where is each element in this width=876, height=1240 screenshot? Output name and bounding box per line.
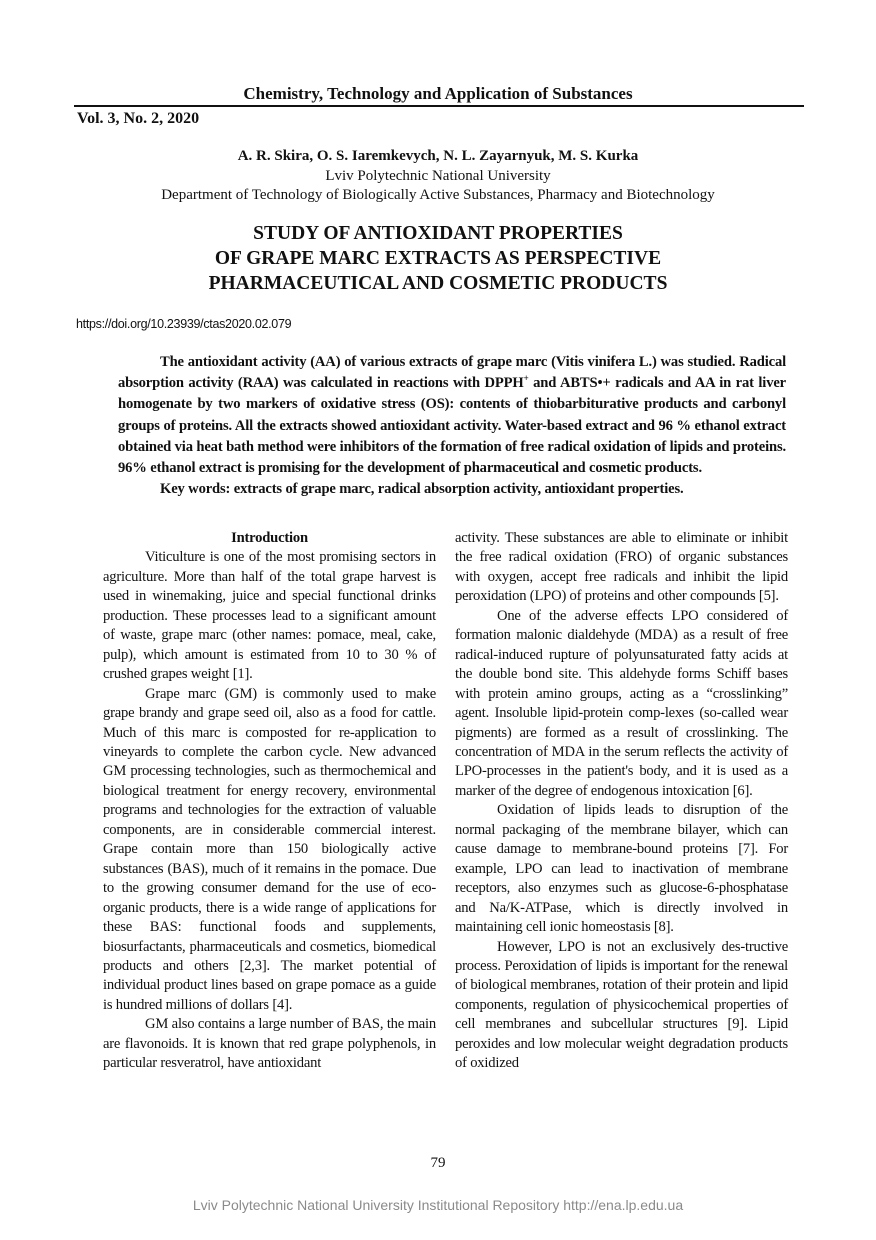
abstract-part: The antioxidant activity (AA) of various extracts of grape marc (Vitis vinifera L.) was studied. Radical absorption activity (RAA) was calculated in reactions with DPPH [118,354,786,392]
repository-footer: Lviv Polytechnic National University Institutional Repository http://ena.lp.edu.ua [192,1197,684,1213]
paragraph: However, LPO is not an exclusively des-tructive process. Peroxidation of lipids is important for the renewal of biological membranes, rotation of their protein and lipid components, regulation of physicochemical properties of cell membranes and subcellular structures [9]. Lipid peroxides and low molecular weight degradation products of oxidized [455,938,788,1072]
right-column [455,529,788,1074]
affiliation-department: Department of Technology of Biologically Active Substances, Pharmacy and Biotechnology [161,187,715,203]
authors: A. R. Skira, O. S. Iaremkevych, N. L. Zayarnyuk, M. S. Kurka [237,148,639,164]
abstract-text [118,352,786,479]
volume-info: Vol. 3, No. 2, 2020 [77,110,200,127]
abstract [118,352,786,500]
paragraph: Grape marc (GM) is commonly used to make grape brandy and grape seed oil, also as a food for cattle. Much of this marc is composted for re-application to vineyards to complete the carbon cycle. New advanced GM processing technologies, such as thermochemical and biological treatment for energy recovery, environmental programs and technologies for the extraction of valuable components, are in considerable commercial interest. Grape contain more than 150 biologically active substances (BAS), much of it remains in the pomace. Due to the growing consumer demand for the use of eco-organic products, there is a wide range of applications for these BAS: functional foods and supplements, biosurfactants, pharmaceuticals and cosmetics, biomedical products and others [2,3]. The market potential of individual product lines based on grape pomace as a guide is hundred millions of dollars [4]. [103,685,436,1013]
title-line: OF GRAPE MARC EXTRACTS AS PERSPECTIVE [214,248,662,269]
paragraph: One of the adverse effects LPO considered of formation malonic dialdehyde (MDA) as a result of free radical-induced rupture of polyunsaturated fatty acids at the double bond site. This aldehyde forms Schiff bases with protein amino groups, acting as a “crosslinking” agent. Insoluble lipid-protein comp-lexes (so-called wear pigments) are formed as a result of crosslinking. The concentration of MDA in the serum reflects the activity of LPO-processes in the patient's body, and it is used as a marker of the degree of endogenous intoxication [6]. [455,607,788,799]
abstract-part: and ABTS•+ radicals and AA in rat liver homogenate by two markers of oxidative stress (OS): contents of thiobarbiturative products and carbonyl groups of proteins. All the extracts showed antioxidant activity. Water-based extract and 96 % ethanol extract obtained via heat bath method were inhibitors of the formation of free radical oxidation of lipids and proteins. 96% ethanol extract is promising for the development of pharmaceutical and cosmetic products. [118,375,787,477]
title-line: PHARMACEUTICAL AND COSMETIC PRODUCTS [208,273,668,294]
title-line: STUDY OF ANTIOXIDANT PROPERTIES [253,223,623,244]
paragraph: GM also contains a large number of BAS, the main are flavonoids. It is known that red grape polyphenols, in particular resveratrol, have antioxidant [103,1016,436,1072]
journal-name: Chemistry, Technology and Application of Substances [243,84,633,103]
affiliation-university: Lviv Polytechnic National University [325,168,551,184]
paper-title [0,221,876,296]
paragraph: Viticulture is one of the most promising sectors in agriculture. More than half of the total grape harvest is used in winemaking, juice and special functional drinks production. These processes lead to a significant amount of waste, grape marc (other names: pomace, meal, cake, pulp), which amount is estimated from 10 to 30 % of crushed grapes weight [1]. [103,549,436,683]
superscript: + [523,373,529,384]
page-number: 79 [430,1155,446,1171]
keywords: Key words: extracts of grape marc, radical absorption activity, antioxidant properties. [160,481,684,498]
left-column [103,529,436,1074]
section-heading: Introduction [231,530,308,546]
doi-link[interactable]: https://doi.org/10.23939/ctas2020.02.079 [76,317,292,331]
paragraph: Oxidation of lipids leads to disruption of the normal packaging of the membrane bilayer, which can cause damage to membrane-bound proteins [7]. For example, LPO can lead to inactivation of membrane receptors, also enzymes such as glucose-6-phosphatase and Na/K-ATPase, which is directly involved in maintaining cell ionic homeostasis [8]. [455,802,788,936]
header-rule [74,105,804,107]
paragraph-continued: activity. These substances are able to eliminate or inhibit the free radical oxidation (FRO) of organic substances with oxygen, accept free radicals and inhibit the lipid peroxidation (LPO) of proteins and other compounds [5]. [455,530,788,605]
